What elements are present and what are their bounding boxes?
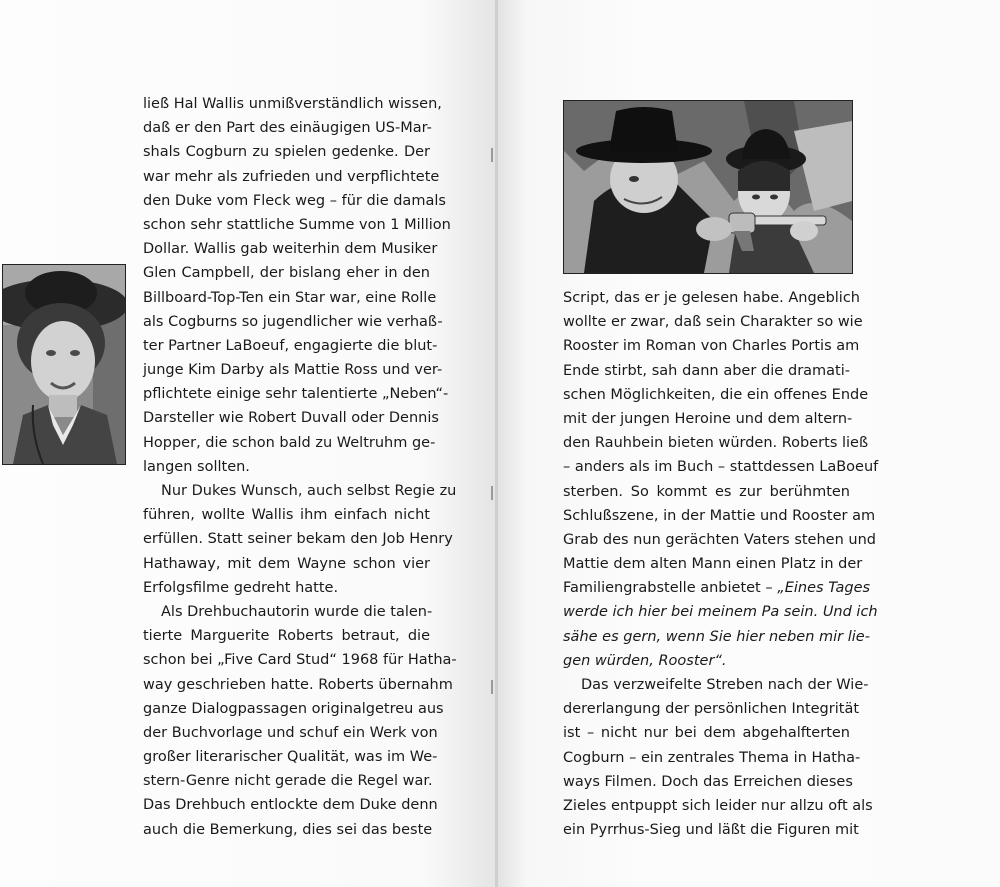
text-line: Script, das er je gelesen habe. Angeblich <box>563 290 861 306</box>
text-line: ganze Dialogpassagen originalgetreu aus <box>143 700 444 717</box>
text-line: den Duke vom Fleck weg – für die damals <box>143 192 446 209</box>
text-line: Als Drehbuchautorin wurde die talen- <box>161 603 433 620</box>
text-line: erfüllen. Statt seiner bekam den Job Henry <box>143 531 453 548</box>
text-line: der Buchvorlage und schuf ein Werk von <box>143 724 438 741</box>
book-spine <box>495 0 498 887</box>
text-line-lead: Familiengrabstelle anbietet – <box>563 580 778 597</box>
quote-start: „Eines Tages <box>777 580 871 597</box>
text-line: schon sehr stattliche Summe von 1 Million <box>143 216 451 233</box>
text-line: Rooster im Roman von Charles Portis am <box>563 338 860 355</box>
text-line: pflichtete einige sehr talentierte „Neben“- <box>143 386 449 403</box>
text-line: Mattie dem alten Mann einen Platz in der <box>563 556 863 573</box>
portrait-photo-mattie <box>2 264 126 465</box>
text-line: führen, wollte Wallis ihm einfach nicht <box>143 507 430 524</box>
text-line: als Cogburns so jugendlicher wie verhaß- <box>143 313 443 330</box>
quote-line: gen würden, Rooster“. <box>563 652 727 669</box>
text-line: tierte Marguerite Roberts betraut, die <box>143 628 430 645</box>
text-line: Das verzweifelte Streben nach der Wie- <box>581 677 869 693</box>
text-line: stern-Genre nicht gerade die Regel war. <box>143 773 433 790</box>
text-line: wollte er zwar, daß sein Charakter so wie <box>563 314 863 331</box>
text-line: ein Pyrrhus-Sieg und läßt die Figuren mit <box>563 822 859 839</box>
text-line: Nur Dukes Wunsch, auch selbst Regie zu <box>161 483 457 499</box>
text-line: langen sollten. <box>143 458 250 475</box>
text-line: Glen Campbell, der bislang eher in den <box>143 265 430 282</box>
text-line: Erfolgsfilme gedreht hatte. <box>143 579 339 596</box>
portrait-photo-mattie-image <box>3 265 125 464</box>
text-line: shals Cogburn zu spielen gedenke. Der <box>143 144 430 161</box>
text-line: Ende stirbt, sah dann aber die dramati- <box>563 362 850 379</box>
text-line: großer literarischer Qualität, was im We- <box>143 749 438 766</box>
text-line: Das Drehbuch entlockte dem Duke denn <box>143 797 438 814</box>
text-line: auch die Bemerkung, dies sei das beste <box>143 821 433 838</box>
quote-line: sähe es gern, wenn Sie hier neben mir lie- <box>563 628 870 645</box>
text-line: mit der jungen Heroine und dem altern- <box>563 410 853 427</box>
film-still-photo-image <box>564 101 852 273</box>
left-text-column <box>143 92 457 842</box>
text-line: Grab des nun gerächten Vaters stehen und <box>563 531 876 548</box>
staple-mark <box>491 148 503 162</box>
text-line-with-quote <box>563 576 871 600</box>
staple-mark <box>491 486 503 500</box>
text-line: Cogburn – ein zentrales Thema in Hatha- <box>563 749 861 766</box>
text-line: schen Möglichkeiten, die ein offenes Ende <box>563 386 869 403</box>
text-line: schon bei „Five Card Stud“ 1968 für Hatha- <box>143 652 457 669</box>
text-line: Schlußszene, in der Mattie und Rooster am <box>563 507 876 524</box>
text-line: war mehr als zufrieden und verpflichtete <box>143 168 440 185</box>
text-line: Billboard-Top-Ten ein Star war, eine Rolle <box>143 289 437 306</box>
text-line: – anders als im Buch – stattdessen LaBoeuf <box>563 459 879 476</box>
quote-line: werde ich hier bei meinem Pa sein. Und ich <box>563 604 878 621</box>
text-line: ist – nicht nur bei dem abgehalfterten <box>563 725 850 742</box>
text-line: ter Partner LaBoeuf, engagierte die blut- <box>143 337 438 354</box>
staple-mark <box>491 680 503 694</box>
text-line: Zieles entpuppt sich leider nur allzu oft als <box>563 797 873 814</box>
text-line: junge Kim Darby als Mattie Ross und ver- <box>143 362 443 379</box>
right-text-column <box>563 286 879 842</box>
text-line: sterben. So kommt es zur berühmten <box>563 483 850 500</box>
text-line: Darsteller wie Robert Duvall oder Dennis <box>143 410 439 427</box>
text-line: Hopper, die schon bald zu Weltruhm ge- <box>143 434 436 451</box>
text-line: way geschrieben hatte. Roberts übernahm <box>143 676 453 693</box>
text-line: ließ Hal Wallis unmißverständlich wissen, <box>143 96 442 112</box>
text-line: Hathaway, mit dem Wayne schon vier <box>143 555 430 572</box>
text-line: den Rauhbein bieten würden. Roberts ließ <box>563 435 869 452</box>
text-line: daß er den Part des einäugigen US-Mar- <box>143 120 432 137</box>
text-line: dererlangung der persönlichen Integrität <box>563 701 860 718</box>
text-line: Dollar. Wallis gab weiterhin dem Musiker <box>143 241 438 258</box>
text-line: ways Filmen. Doch das Erreichen dieses <box>563 773 853 790</box>
film-still-photo <box>563 100 853 274</box>
